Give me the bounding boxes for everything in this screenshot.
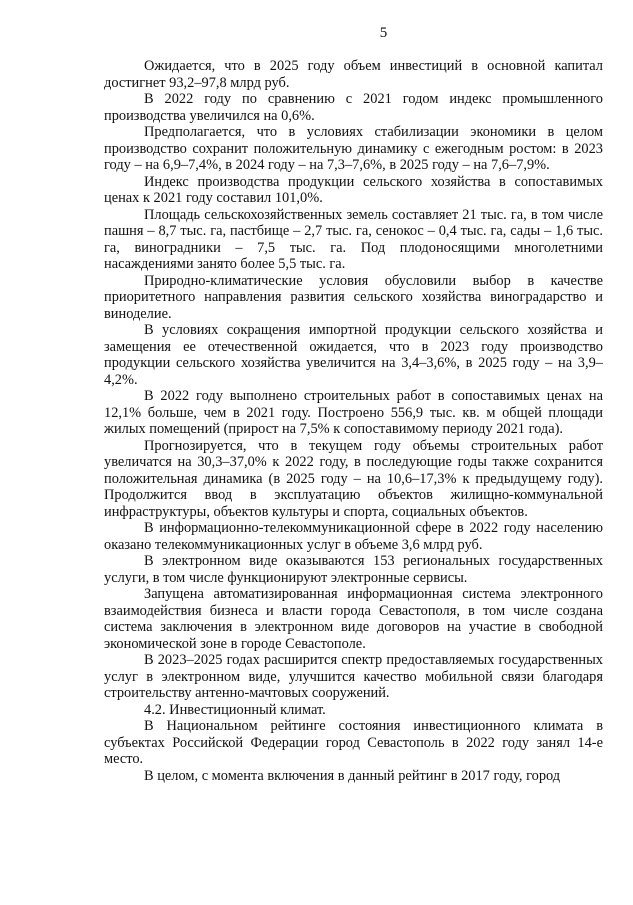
paragraph-construction-forecast: Прогнозируется, что в текущем году объемы строительных работ увеличатся на 30,3–37,0% к 2022 году, в последующие годы также сохранится положительная динамика (в 2025 году – на 10,6–17,3% к предыдущему году). Продолжится ввод в эксплуатацию объектов жилищно-коммунальной инфраструктуры, объектов культуры и спорта, социальных объектов. <box>104 437 603 520</box>
paragraph-services-expansion: В 2023–2025 годах расширится спектр предоставляемых государственных услуг в электронном виде, улучшится качество мобильной связи благодаря строительству антенно-мачтовых сооружений. <box>104 652 603 701</box>
paragraph-information-system: Запущена автоматизированная информационная система электронного взаимодействия бизнеса и власти города Севастополя, в том числе создана система заключения в электронном виде договоров на участие в свободной экономической зоне в городе Севастополе. <box>104 586 603 652</box>
paragraph-agricultural-land: Площадь сельскохозяйственных земель составляет 21 тыс. га, в том числе пашня – 8,7 тыс. га, пастбище – 2,7 тыс. га, сенокос – 0,4 тыс. га, сады – 1,6 тыс. га, виноградники – 7,5 тыс. га. Под плодоносящими многолетними насаждениями занято более 5,5 тыс. га. <box>104 206 603 272</box>
paragraph-investment-2025: Ожидается, что в 2025 году объем инвестиций в основной капитал достигнет 93,2–97,8 млрд руб. <box>104 58 603 91</box>
paragraph-agriculture-index: Индекс производства продукции сельского хозяйства в сопоставимых ценах к 2021 году составил 101,0%. <box>104 173 603 206</box>
paragraph-industrial-index: В 2022 году по сравнению с 2021 годом индекс промышленного производства увеличился на 0,6%. <box>104 91 603 124</box>
section-heading-investment-climate: 4.2. Инвестиционный климат. <box>144 701 326 718</box>
paragraph-agriculture-forecast: В условиях сокращения импортной продукции сельского хозяйства и замещения ее отечественной ожидается, что в 2023 году производство продукции сельского хозяйства увеличится на 3,4–3,6%, в 2025 году – на 3,9–4,2%. <box>104 322 603 388</box>
paragraph-national-rating: В Национальном рейтинге состояния инвестиционного климата в субъектах Российской Федерации город Севастополь в 2022 году занял 14-е место. <box>104 718 603 767</box>
paragraph-construction-2022: В 2022 году выполнено строительных работ в сопоставимых ценах на 12,1% больше, чем в 2021 году. Построено 556,9 тыс. кв. м общей площади жилых помещений (прирост на 7,5% к сопоставимому периоду 2021 года). <box>104 388 603 437</box>
paragraph-production-forecast: Предполагается, что в условиях стабилизации экономики в целом производство сохранит положительную динамику с ежегодным ростом: в 2023 году – на 6,9–7,4%, в 2024 году – на 7,3–7,6%, в 2025 году – на 7,6–7,9%. <box>104 124 603 173</box>
page-number: 5 <box>379 25 388 41</box>
paragraph-rating-history: В целом, с момента включения в данный рейтинг в 2017 году, город <box>144 767 561 784</box>
paragraph-viticulture-priority: Природно-климатические условия обусловили выбор в качестве приоритетного направления развития сельского хозяйства виноградарство и виноделие. <box>104 272 603 322</box>
paragraph-electronic-services: В электронном виде оказываются 153 региональных государственных услуги, в том числе функционируют электронные сервисы. <box>104 553 603 586</box>
paragraph-telecom: В информационно-телекоммуникационной сфере в 2022 году населению оказано телекоммуникационных услуг в объеме 3,6 млрд руб. <box>104 520 603 553</box>
